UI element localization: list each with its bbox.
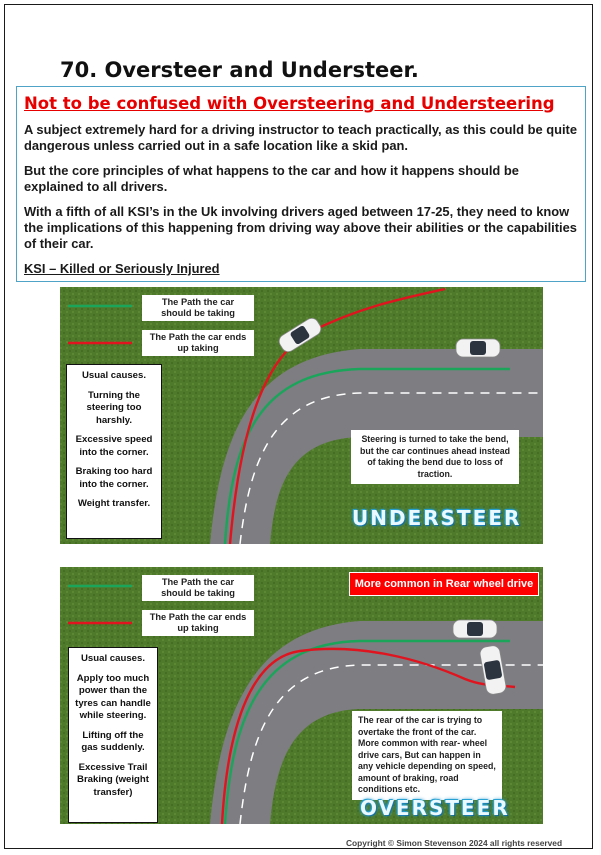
oversteer-note: The rear of the car is trying to overtake the front of the car. More common with rear- wheel drive cars, But can happen in any vehicle depending on speed, amount of braking, road conditions etc. [352, 711, 502, 800]
understeer-causes-box [66, 364, 162, 539]
cause-item: Braking too hard into the corner. [75, 466, 153, 490]
rear-wheel-drive-badge: More common in Rear wheel drive [349, 572, 539, 596]
legend-should-label: The Path the car should be taking [142, 295, 254, 321]
legend-ends-label: The Path the car ends up taking [142, 330, 254, 356]
cause-item: Excessive speed into the corner. [75, 434, 153, 458]
ksi-definition: KSI – Killed or Seriously Injured [24, 261, 220, 276]
intro-paragraph-1: A subject extremely hard for a driving instructor to teach practically, as this could be quite dangerous unless carried out in a safe location like a skid pan. [24, 122, 577, 153]
intro-box [16, 86, 586, 282]
copyright-footer: Copyright © Simon Stevenson 2024 all rights reserved [346, 838, 563, 848]
understeer-diagram [60, 287, 543, 544]
legend-ends-label: The Path the car ends up taking [142, 610, 254, 636]
intro-paragraph-3: With a fifth of all KSI’s in the Uk involving drivers aged between 17-25, they need to know the implications of this happening from driving way above their abilities or the capabilities of their car. [24, 204, 577, 251]
car-on-road [456, 339, 500, 357]
legend-should-label: The Path the car should be taking [142, 575, 254, 601]
cause-item: Apply too much power than the tyres can handle while steering. [75, 672, 151, 721]
cause-item: Turning the steering too harshly. [86, 389, 142, 426]
oversteer-wordart: OVERSTEER [360, 796, 510, 820]
intro-subtitle: Not to be confused with Oversteering and Understeering [24, 94, 555, 113]
understeer-note: Steering is turned to take the bend, but the car continues ahead instead of taking the bend due to loss of traction. [351, 430, 519, 484]
understeer-wordart: UNDERSTEER [352, 506, 522, 530]
car-on-road [453, 620, 497, 638]
intro-paragraph-2: But the core principles of what happens to the car and how it happens should be explained to all drivers. [24, 163, 519, 194]
page-title: 70. Oversteer and Understeer. [60, 58, 419, 82]
cause-item: Excessive Trail Braking (weight transfer) [77, 761, 149, 798]
causes-heading: Usual causes. [82, 370, 146, 381]
cause-item: Lifting off the gas suddenly. [81, 729, 145, 753]
oversteer-diagram [60, 567, 543, 824]
cause-item: Weight transfer. [77, 498, 151, 509]
oversteer-causes-box [68, 647, 158, 823]
causes-heading: Usual causes. [81, 653, 145, 664]
